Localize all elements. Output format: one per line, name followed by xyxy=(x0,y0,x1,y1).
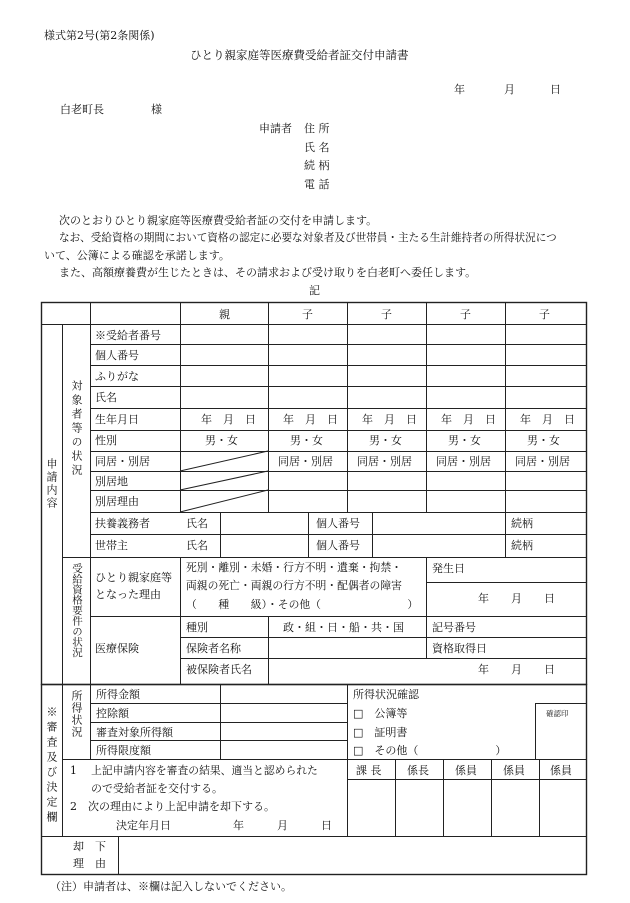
sex-child-1[interactable]: 男・女 xyxy=(290,434,323,447)
applicant-relation-label: 続 柄 xyxy=(304,159,330,172)
stamp-kacho: 課 長 xyxy=(356,764,382,777)
form-number: 様式第2号(第2条関係) xyxy=(44,29,155,42)
kakunin-in-label: 確認印 xyxy=(546,709,569,718)
row-fuyo: 扶養義務者 xyxy=(95,517,150,530)
reason-line-3[interactable]: （ 種 級）・その他（ ） xyxy=(186,598,419,611)
sex-child-2[interactable]: 男・女 xyxy=(369,434,402,447)
date-month: 月 xyxy=(504,83,515,96)
shikaku-date[interactable]: 年 月 日 xyxy=(478,663,555,676)
kyakka-label-1: 却 下 xyxy=(73,840,106,853)
col-child-2: 子 xyxy=(381,308,392,321)
row-sex: 性別 xyxy=(95,434,117,447)
decision-date[interactable]: 年 月 日 xyxy=(233,819,332,832)
section-shinsei: 申請内容 xyxy=(45,458,58,510)
birth-child-4[interactable]: 年 月 日 xyxy=(520,413,575,426)
hihoken-label: 被保険者氏名 xyxy=(186,663,252,676)
row-kojin: 個人番号 xyxy=(95,349,139,362)
body-line-1: 次のとおりひとり親家庭等医療費受給者証の交付を申請します。 xyxy=(59,214,378,227)
dokyo-child-1[interactable]: 同居・別居 xyxy=(278,455,333,468)
shikaku-label: 資格取得日 xyxy=(432,642,487,655)
section-shinsa: ※審査及び決定欄 xyxy=(45,706,58,826)
row-birth: 生年月日 xyxy=(95,413,139,426)
birth-child-2[interactable]: 年 月 日 xyxy=(362,413,417,426)
row-dokyo: 同居・別居 xyxy=(95,455,150,468)
col-child-4: 子 xyxy=(539,308,550,321)
sex-child-4[interactable]: 男・女 xyxy=(527,434,560,447)
applicant-address-label: 住 所 xyxy=(304,122,330,135)
shotoku-kakunin: 所得状況確認 xyxy=(353,688,419,701)
stamp-kakaricho: 係長 xyxy=(407,764,429,777)
body-line-2: なお、受給資格の期間において資格の認定に必要な対象者及び世帯員・主たる生計維持者の所得状況につ xyxy=(59,232,557,244)
row-bekkyoriyu: 別居理由 xyxy=(95,495,139,508)
shotoku-gendo: 所得限度額 xyxy=(96,744,151,757)
fuyo-kojin-label: 個人番号 xyxy=(316,517,360,530)
sex-parent[interactable]: 男・女 xyxy=(205,434,238,447)
dokyo-child-3[interactable]: 同居・別居 xyxy=(436,455,491,468)
stamp-kakariin-1: 係員 xyxy=(455,764,477,777)
decision-line-2: 2 次の理由により上記申請を却下する。 xyxy=(70,800,275,813)
section-jukyu: 受給資格要件の状況 xyxy=(71,563,83,658)
section-taisho: 対象者等の状況 xyxy=(70,380,83,478)
hoken-label: 医療保険 xyxy=(95,642,139,655)
row-furigana: ふりがな xyxy=(95,370,139,383)
page-title: ひとり親家庭等医療費受給者証交付申請書 xyxy=(190,48,409,62)
fuyo-name-label: 氏名 xyxy=(186,517,208,530)
hokensha-label: 保険者名称 xyxy=(186,642,241,655)
hassei-date[interactable]: 年 月 日 xyxy=(478,592,555,605)
check-sonota[interactable]: □ その他（ ） xyxy=(353,744,507,757)
section-shotoku: 所得状況 xyxy=(70,690,83,738)
date-day: 日 xyxy=(550,83,561,96)
dokyo-child-4[interactable]: 同居・別居 xyxy=(515,455,570,468)
check-shomei[interactable]: □ 証明書 xyxy=(353,726,408,739)
birth-child-3[interactable]: 年 月 日 xyxy=(441,413,496,426)
setai-kojin-label: 個人番号 xyxy=(316,539,360,552)
setai-zokugara-label: 続柄 xyxy=(511,539,533,552)
reason-label-1: ひとり親家庭等 xyxy=(95,571,172,584)
applicant-label: 申請者 xyxy=(259,122,292,135)
sex-child-3[interactable]: 男・女 xyxy=(448,434,481,447)
row-shimei: 氏名 xyxy=(95,391,117,404)
shotoku-shinsa: 審査対象所得額 xyxy=(96,726,173,739)
body-line-4: また、高額療養費が生じたときは、その請求および受け取りを白老町へ委任します。 xyxy=(59,266,477,279)
reason-label-2: となった理由 xyxy=(95,588,161,601)
dokyo-child-2[interactable]: 同居・別居 xyxy=(357,455,412,468)
row-setai: 世帯主 xyxy=(95,539,128,552)
body-line-3: いて、公簿による確認を承諾します。 xyxy=(44,249,230,262)
hoken-kigo-label: 記号番号 xyxy=(432,621,476,634)
footnote: （注）申請者は、※欄は記入しないでください。 xyxy=(50,880,292,893)
hoken-kinds[interactable]: 政・組・日・船・共・国 xyxy=(283,621,404,634)
applicant-phone-label: 電 話 xyxy=(304,178,330,191)
col-child-3: 子 xyxy=(460,308,471,321)
birth-parent[interactable]: 年 月 日 xyxy=(201,413,256,426)
addressee-town: 白老町長 xyxy=(60,103,104,116)
hoken-shubetsu-label: 種別 xyxy=(186,621,208,634)
stamp-kakariin-3: 係員 xyxy=(550,764,572,777)
hassei-label: 発生日 xyxy=(432,562,465,575)
check-kobo[interactable]: □ 公簿等 xyxy=(353,707,408,720)
shotoku-kojo: 控除額 xyxy=(96,707,129,720)
row-bekkyochi: 別居地 xyxy=(95,475,128,488)
addressee-honorific: 様 xyxy=(151,103,162,116)
applicant-name-label: 氏 名 xyxy=(304,141,330,154)
date-year: 年 xyxy=(454,83,465,96)
col-child-1: 子 xyxy=(302,308,313,321)
ki-label: 記 xyxy=(309,284,320,297)
birth-child-1[interactable]: 年 月 日 xyxy=(283,413,338,426)
reason-line-2[interactable]: 両親の死亡・両親の行方不明・配偶者の障害 xyxy=(186,579,402,592)
kyakka-label-2: 理 由 xyxy=(73,857,106,870)
setai-name-label: 氏名 xyxy=(186,539,208,552)
fuyo-zokugara-label: 続柄 xyxy=(511,517,533,530)
shotoku-kingaku: 所得金額 xyxy=(96,688,140,701)
stamp-kakariin-2: 係員 xyxy=(503,764,525,777)
decision-date-label: 決定年月日 xyxy=(116,819,171,832)
reason-line-1[interactable]: 死別・離別・未婚・行方不明・遺棄・拘禁・ xyxy=(186,561,402,574)
row-jukyusha: ※受給者番号 xyxy=(95,329,161,342)
decision-line-1b: ので受給者証を交付する。 xyxy=(91,782,223,795)
col-parent: 親 xyxy=(219,308,230,321)
decision-line-1: 1 上記申請内容を審査の結果、適当と認められた xyxy=(70,764,318,777)
